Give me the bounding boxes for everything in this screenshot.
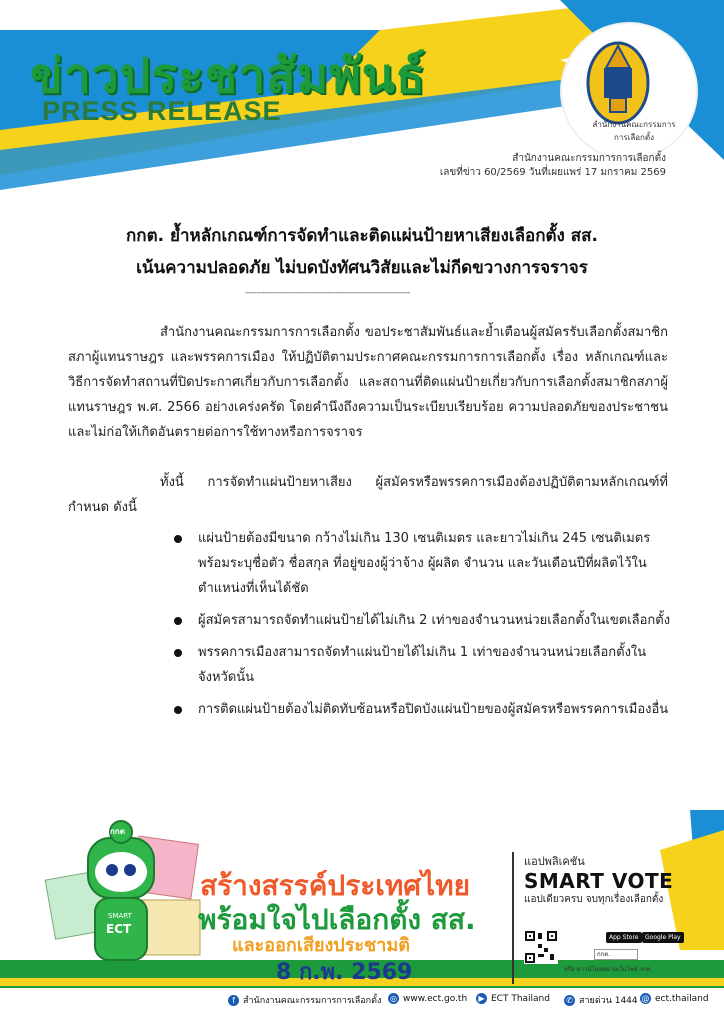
slogan-line-3: และออกเสียงประชามติ: [232, 935, 410, 956]
headline-line-1: กกต. ย้ำหลักเกณฑ์การจัดทำและติดแผ่นป้ายหาเสียงเลือกตั้ง สส.: [126, 226, 598, 246]
facebook-icon: f: [228, 995, 239, 1006]
release-number-date: เลขที่ข่าว 60/2569 วันที่เผยแพร่ 17 มกราคม 2569: [439, 167, 666, 178]
qr-code-icon[interactable]: [524, 930, 558, 964]
mascot-illustration: [40, 820, 210, 980]
google-play-button[interactable]: Google Play: [642, 932, 684, 943]
slogan-line-1: สร้างสรรค์ประเทศไทย: [200, 869, 471, 902]
body-paragraph-1: สำนักงานคณะกรรมการการเลือกตั้ง ขอประชาสัมพันธ์และย้ำเตือนผู้สมัครรับเลือกตั้งสมาชิกสภาผู้แทนราษฎร และพรรคการเมือง ให้ปฏิบัติตามประกาศคณะกรรมการการเลือกตั้ง เรื่อง หลักเกณฑ์และวิธีการจัดทำสถานที่ปิดประกาศเกี่ยวกับการเลือกตั้ง และสถานที่ติดแผ่นป้ายเกี่ยวกับการเลือกตั้งสมาชิกสภาผู้แทนราษฎร พ.ศ. 2566 อย่างเคร่งครัด โดยคำนึงถึงความเป็นระเบียบเรียบร้อย ความปลอดภัยของประชาชน และไม่ก่อให้เกิดอันตรายต่อการใช้ทางหรือการจราจร: [68, 325, 668, 440]
office-name: สำนักงานคณะกรรมการการเลือกตั้ง: [512, 153, 666, 164]
list-item: พรรคการเมืองสามารถจัดทำแผ่นป้ายได้ไม่เกิน 1 เท่าของจำนวนหน่วยเลือกตั้งในจังหวัดนั้น: [172, 640, 672, 690]
globe-icon: ◎: [388, 993, 399, 1004]
play-icon: ▶: [476, 993, 487, 1004]
social-icon: @: [641, 994, 650, 1003]
app-name: SMART VOTE: [524, 869, 674, 893]
press-title-english: PRESS RELEASE: [42, 96, 282, 126]
ect-seal-icon: [582, 38, 654, 128]
list-item: แผ่นป้ายต้องมีขนาด กว้างไม่เกิน 130 เซนติเมตร และยาวไม่เกิน 245 เซนติเมตร พร้อมระบุชื่อตัว ชื่อสกุล ที่อยู่ของผู้ว่าจ้าง ผู้ผลิต จำนวน และวันเดือนปีที่ผลิตไว้ในตำแหน่งที่เห็นได้ชัด: [172, 526, 672, 601]
press-title-thai: ข่าวประชาสัมพันธ์: [30, 48, 426, 104]
app-tagline: แอปเดียวครบ จบทุกเรื่องเลือกตั้ง: [524, 894, 664, 905]
seal-caption: สำนักงานคณะกรรมการการเลือกตั้ง: [592, 120, 676, 142]
app-store-button[interactable]: App Store: [606, 932, 642, 943]
election-date: 8 ก.พ. 2569: [276, 960, 413, 985]
app-label: แอปพลิเคชัน: [524, 855, 585, 868]
slogan-line-2: พร้อมใจไปเลือกตั้ง สส.: [198, 903, 476, 936]
release-meta: [440, 152, 666, 180]
facebook-link[interactable]: f สำนักงานคณะกรรมการการเลือกตั้ง: [228, 993, 381, 1007]
headline-line-2: เน้นความปลอดภัย ไม่บดบังทัศนวิสัยและไม่กีดขวางการจราจร: [136, 258, 588, 278]
website-link[interactable]: ◎ www.ect.go.th: [390, 994, 468, 1004]
body-paragraph-2: ทั้งนี้ การจัดทำแผ่นป้ายหาเสียง ผู้สมัครหรือพรรคการเมืองต้องปฏิบัติตามหลักเกณฑ์ที่กำหนด ดังนี้: [68, 475, 668, 515]
mascot-badge: กกต: [110, 827, 125, 836]
youtube-link[interactable]: ▶ ECT Thailand: [476, 993, 550, 1004]
download-web-text: หรือ ดาวน์โหลดผ่านเว็บไซต์ กกต.: [564, 966, 653, 973]
phone-icon: ✆: [564, 995, 575, 1006]
app-promo: [512, 852, 694, 984]
social-link[interactable]: @ ect.thailand: [641, 994, 709, 1004]
mascot-ect-label: ECT: [106, 922, 132, 936]
list-item: การติดแผ่นป้ายต้องไม่ติดทับซ้อนหรือปิดบังแผ่นป้ายของผู้สมัครหรือพรรคการเมืองอื่น: [172, 697, 672, 722]
hotline-link[interactable]: ✆ สายด่วน 1444: [564, 993, 638, 1007]
divider: ------------------------------------------------------------: [245, 288, 410, 298]
store-search-field: กกต.: [594, 949, 638, 960]
list-item: ผู้สมัครสามารถจัดทำแผ่นป้ายได้ไม่เกิน 2 เท่าของจำนวนหน่วยเลือกตั้งในเขตเลือกตั้ง: [172, 608, 672, 633]
contact-bar: [0, 987, 724, 1011]
criteria-list: [172, 526, 672, 729]
mascot-smart-label: SMART: [108, 912, 132, 920]
